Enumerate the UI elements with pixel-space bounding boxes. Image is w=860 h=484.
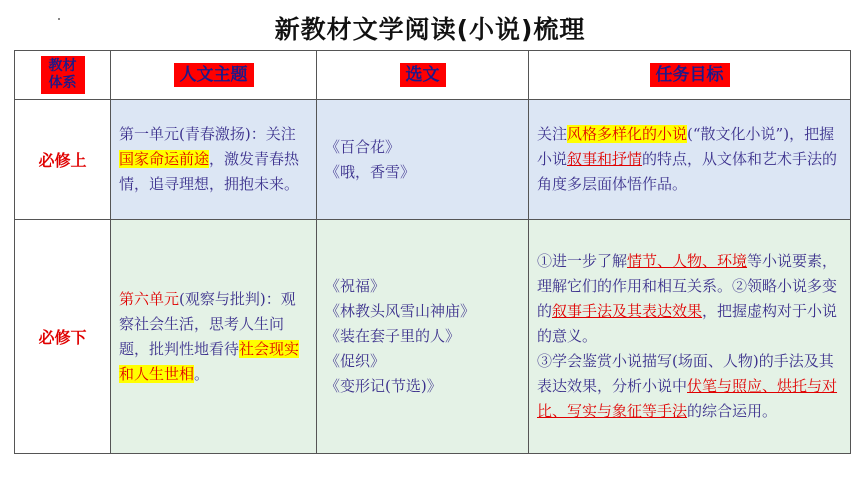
highlight: 国家命运前途 xyxy=(119,150,210,168)
goal-cell xyxy=(529,220,851,454)
header-label-system: 教材体系 xyxy=(41,56,85,94)
theme-text: 第六单元(观察与批判)：观察社会生活，思考人生问题，批判性地看待社会现实和人生世相。 xyxy=(119,289,300,383)
goal-cell xyxy=(529,100,851,220)
list-item: 《林教头风雪山神庙》 xyxy=(325,302,476,320)
theme-cell xyxy=(111,100,317,220)
highlight: 风格多样化的小说 xyxy=(567,125,688,143)
list-item: 《装在套子里的人》 xyxy=(325,327,461,345)
highlight: 情节、人物、环境 xyxy=(627,252,748,270)
theme-text: 第一单元(青春激扬)：关注国家命运前途，激发青春热情，追寻理想，拥抱未来。 xyxy=(119,125,300,193)
header-cell-goals xyxy=(529,51,851,100)
row-label: 必修上 xyxy=(15,100,111,220)
table-row xyxy=(15,100,851,220)
list-item: 《哦，香雪》 xyxy=(325,162,416,181)
header-label-theme: 人文主题 xyxy=(174,63,254,87)
header-label-goals: 任务目标 xyxy=(650,63,730,87)
goal-text: 关注风格多样化的小说(“散文化小说”)，把握小说叙事和抒情的特点，从文体和艺术手法的角度多层面体悟作品。 xyxy=(537,125,838,193)
list-item: 《祝福》 xyxy=(325,277,386,295)
highlight: 叙事和抒情 xyxy=(567,150,643,168)
highlight: 伏笔与照应、烘托与对比、写实与象征等手法 xyxy=(537,377,838,420)
highlight: 社会现实和人生世相 xyxy=(119,339,300,383)
list-item: 《变形记(节选)》 xyxy=(325,377,442,395)
header-label-texts: 选文 xyxy=(400,63,446,87)
theme-cell xyxy=(111,220,317,454)
list-item: 《百合花》 xyxy=(325,137,401,156)
table-row xyxy=(15,220,851,454)
row-label: 必修下 xyxy=(15,220,111,454)
page-title: 新教材文学阅读(小说)梳理 xyxy=(274,15,586,44)
reading-table xyxy=(14,50,851,454)
texts-list xyxy=(317,270,528,403)
highlight: 叙事手法及其表达效果 xyxy=(552,302,703,320)
header-cell-texts xyxy=(317,51,529,100)
header-row xyxy=(15,51,851,100)
header-cell-system xyxy=(15,51,111,100)
header-cell-theme xyxy=(111,51,317,100)
texts-list xyxy=(317,131,528,189)
list-item: 《促织》 xyxy=(325,352,386,370)
goal-text: ①进一步了解情节、人物、环境等小说要素，理解它们的作用和相互关系。②领略小说多变的叙事手法及其表达效果，把握虚构对于小说的意义。 ③学会鉴赏小说描写(场面、人物)的手法及其表达效果，分析小说中伏笔与照应、烘托与对比、写实与象征等手法的综合运用。 xyxy=(537,252,838,420)
texts-cell xyxy=(317,220,529,454)
texts-cell xyxy=(317,100,529,220)
